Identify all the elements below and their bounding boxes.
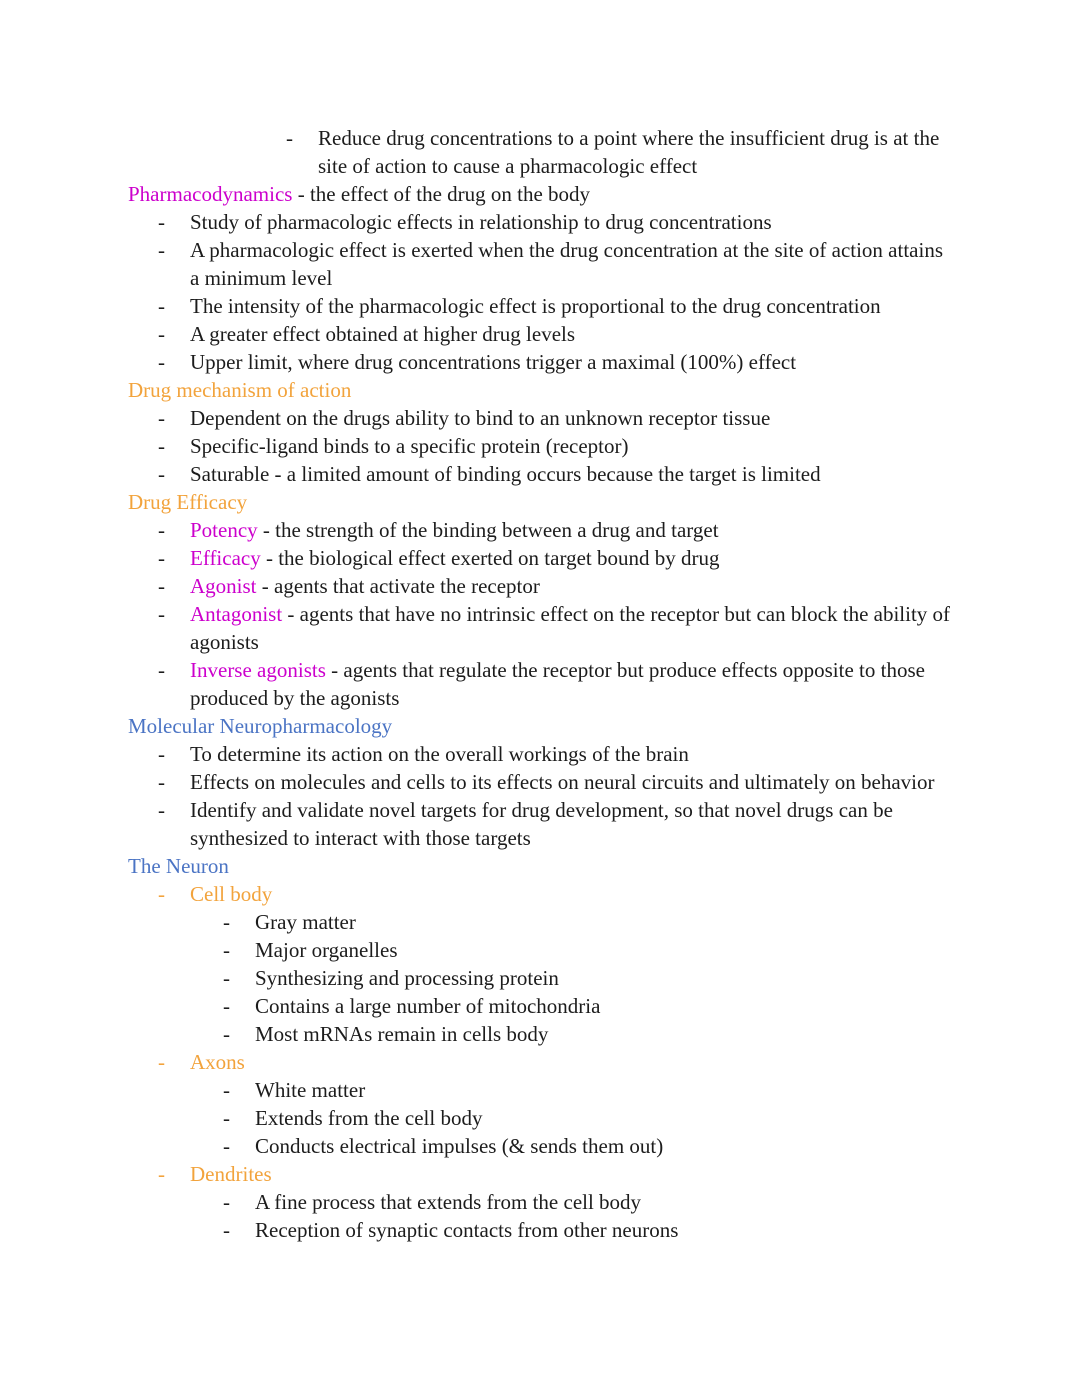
note-bullet	[223, 1132, 954, 1160]
note-bullet	[158, 1160, 954, 1188]
bullet-dash-icon: -	[158, 574, 165, 598]
note-text: Specific-ligand binds to a specific protein (receptor)	[190, 434, 629, 458]
note-heading	[128, 376, 954, 404]
bullet-dash-icon: -	[286, 126, 293, 150]
bullet-dash-icon: -	[158, 546, 165, 570]
bullet-dash-icon: -	[158, 434, 165, 458]
note-heading	[128, 852, 954, 880]
note-bullet	[158, 348, 954, 376]
note-heading	[128, 712, 954, 740]
note-text: Major organelles	[255, 938, 398, 962]
note-text: Contains a large number of mitochondria	[255, 994, 601, 1018]
bullet-dash-icon: -	[158, 602, 165, 626]
bullet-dash-icon: -	[223, 1190, 230, 1214]
note-text: Upper limit, where drug concentrations trigger a maximal (100%) effect	[190, 350, 797, 374]
note-text: A pharmacologic effect is exerted when the drug concentration at the site of action attains a minimum level	[190, 238, 943, 290]
bullet-dash-icon: -	[158, 518, 165, 542]
note-bullet	[158, 320, 954, 348]
bullet-dash-icon: -	[223, 938, 230, 962]
note-bullet	[223, 1020, 954, 1048]
term-keyword: Dendrites	[190, 1162, 272, 1186]
term-keyword: Inverse agonists	[190, 658, 326, 682]
bullet-dash-icon: -	[223, 966, 230, 990]
bullet-dash-icon: -	[158, 238, 165, 262]
term-keyword: Molecular Neuropharmacology	[128, 714, 393, 738]
note-text: Study of pharmacologic effects in relationship to drug concentrations	[190, 210, 772, 234]
note-bullet	[223, 908, 954, 936]
bullet-dash-icon: -	[158, 1050, 165, 1074]
bullet-dash-icon: -	[158, 798, 165, 822]
note-bullet	[223, 1104, 954, 1132]
note-text: Reception of synaptic contacts from other neurons	[255, 1218, 679, 1242]
note-bullet	[158, 1048, 954, 1076]
note-text: - the effect of the drug on the body	[292, 182, 591, 206]
bullet-dash-icon: -	[158, 322, 165, 346]
bullet-dash-icon: -	[223, 1134, 230, 1158]
term-keyword: Agonist	[190, 574, 257, 598]
bullet-dash-icon: -	[158, 210, 165, 234]
bullet-dash-icon: -	[158, 294, 165, 318]
note-bullet	[158, 796, 954, 852]
bullet-dash-icon: -	[158, 658, 165, 682]
note-text: Identify and validate novel targets for drug development, so that novel drugs can be synthesized to interact with those targets	[190, 798, 893, 850]
term-keyword: Efficacy	[190, 546, 261, 570]
note-text: - agents that have no intrinsic effect on the receptor but can block the ability of agonists	[190, 602, 951, 654]
note-text: Reduce drug concentrations to a point where the insufficient drug is at the site of action to cause a pharmacologic effect	[318, 126, 940, 178]
bullet-dash-icon: -	[223, 1106, 230, 1130]
note-bullet	[158, 600, 954, 656]
term-keyword: Pharmacodynamics	[128, 182, 293, 206]
bullet-dash-icon: -	[158, 350, 165, 374]
note-bullet	[286, 124, 954, 180]
note-text: Most mRNAs remain in cells body	[255, 1022, 549, 1046]
note-heading	[128, 180, 954, 208]
note-bullet	[158, 572, 954, 600]
note-bullet	[223, 964, 954, 992]
bullet-dash-icon: -	[223, 1218, 230, 1242]
term-keyword: Axons	[190, 1050, 245, 1074]
term-keyword: Potency	[190, 518, 258, 542]
note-text: Dependent on the drugs ability to bind to an unknown receptor tissue	[190, 406, 771, 430]
bullet-dash-icon: -	[158, 770, 165, 794]
bullet-dash-icon: -	[223, 1078, 230, 1102]
note-bullet	[158, 740, 954, 768]
note-text: Gray matter	[255, 910, 356, 934]
bullet-dash-icon: -	[223, 994, 230, 1018]
bullet-dash-icon: -	[158, 462, 165, 486]
note-bullet	[158, 460, 954, 488]
note-text: Conducts electrical impulses (& sends them out)	[255, 1134, 664, 1158]
term-keyword: Drug Efficacy	[128, 490, 248, 514]
note-text: Extends from the cell body	[255, 1106, 483, 1130]
bullet-dash-icon: -	[223, 910, 230, 934]
note-bullet	[158, 208, 954, 236]
term-keyword: Cell body	[190, 882, 273, 906]
term-keyword: Antagonist	[190, 602, 283, 626]
note-text: Saturable - a limited amount of binding occurs because the target is limited	[190, 462, 821, 486]
note-text: The intensity of the pharmacologic effect is proportional to the drug concentration	[190, 294, 881, 318]
note-bullet	[223, 1076, 954, 1104]
bullet-dash-icon: -	[158, 882, 165, 906]
note-text: Effects on molecules and cells to its effects on neural circuits and ultimately on behavior	[190, 770, 935, 794]
bullet-dash-icon: -	[158, 1162, 165, 1186]
note-text: Synthesizing and processing protein	[255, 966, 559, 990]
note-text: - the strength of the binding between a drug and target	[257, 518, 719, 542]
note-bullet	[223, 992, 954, 1020]
note-text: - agents that regulate the receptor but produce effects opposite to those produced by the agonists	[190, 658, 925, 710]
note-text: - agents that activate the receptor	[256, 574, 540, 598]
note-bullet	[223, 936, 954, 964]
note-text: A greater effect obtained at higher drug levels	[190, 322, 576, 346]
note-bullet	[223, 1188, 954, 1216]
note-bullet	[158, 292, 954, 320]
term-keyword: Drug mechanism of action	[128, 378, 352, 402]
note-text: - the biological effect exerted on target bound by drug	[260, 546, 720, 570]
note-bullet	[158, 236, 954, 292]
note-bullet	[158, 404, 954, 432]
note-bullet	[223, 1216, 954, 1244]
note-heading	[128, 488, 954, 516]
term-keyword: The Neuron	[128, 854, 229, 878]
note-bullet	[158, 656, 954, 712]
note-text: A fine process that extends from the cell body	[255, 1190, 642, 1214]
bullet-dash-icon: -	[223, 1022, 230, 1046]
bullet-dash-icon: -	[158, 406, 165, 430]
bullet-dash-icon: -	[158, 742, 165, 766]
note-bullet	[158, 880, 954, 908]
note-bullet	[158, 768, 954, 796]
document-content	[128, 124, 954, 1244]
note-text: White matter	[255, 1078, 366, 1102]
note-text: To determine its action on the overall workings of the brain	[190, 742, 689, 766]
note-bullet	[158, 516, 954, 544]
note-bullet	[158, 432, 954, 460]
note-bullet	[158, 544, 954, 572]
